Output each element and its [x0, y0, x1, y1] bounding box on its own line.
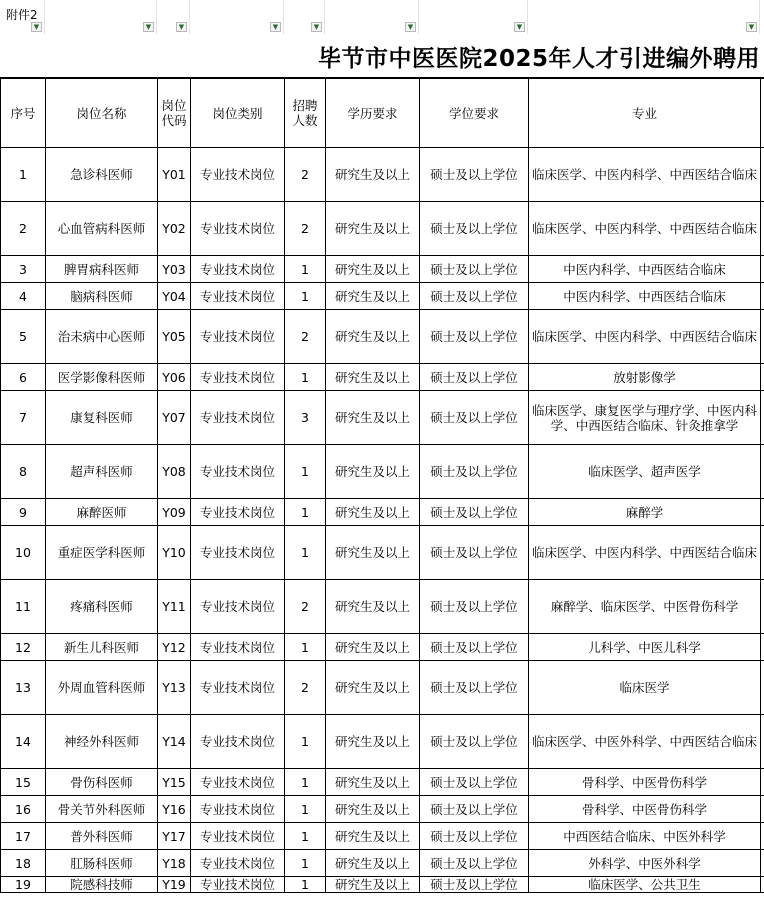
table-row	[1, 364, 764, 391]
cell-index[interactable]: 8	[1, 445, 46, 499]
table-row	[1, 445, 764, 499]
cell-extra[interactable]	[761, 877, 764, 893]
cell-name[interactable]: 麻醉医师	[46, 499, 158, 526]
header-name[interactable]: 岗位名称	[46, 79, 158, 148]
cell-degree[interactable]: 硕士及以上学位	[420, 148, 529, 202]
filter-dropdown-icon[interactable]: ▼	[514, 22, 525, 32]
cell-degree[interactable]: 硕士及以上学位	[420, 364, 529, 391]
cell-category[interactable]: 专业技术岗位	[191, 364, 285, 391]
table-row	[1, 661, 764, 715]
table-row	[1, 499, 764, 526]
cell-count[interactable]: 1	[285, 769, 326, 796]
cell-name[interactable]: 医学影像科医师	[46, 364, 158, 391]
table-row	[1, 850, 764, 877]
cell-degree[interactable]: 硕士及以上学位	[420, 850, 529, 877]
cell-index[interactable]: 3	[1, 256, 46, 283]
cell-major[interactable]: 临床医学、公共卫生	[529, 877, 761, 893]
cell-education[interactable]: 研究生及以上	[326, 202, 420, 256]
cell-extra[interactable]	[761, 445, 764, 499]
cell-count[interactable]: 1	[285, 823, 326, 850]
cell-count[interactable]: 3	[285, 391, 326, 445]
cell-education[interactable]: 研究生及以上	[326, 850, 420, 877]
table-row	[1, 310, 764, 364]
cell-degree[interactable]: 硕士及以上学位	[420, 580, 529, 634]
cell-name[interactable]: 外周血管科医师	[46, 661, 158, 715]
cell-count[interactable]: 1	[285, 634, 326, 661]
cell-extra[interactable]	[761, 256, 764, 283]
cell-index[interactable]: 14	[1, 715, 46, 769]
page-title: 毕节市中医医院2025年人才引进编外聘用	[317, 46, 760, 72]
cell-code[interactable]: Y02	[158, 202, 191, 256]
cell-extra[interactable]	[761, 526, 764, 580]
cell-education[interactable]: 研究生及以上	[326, 661, 420, 715]
cell-extra[interactable]	[761, 715, 764, 769]
cell-name[interactable]: 骨关节外科医师	[46, 796, 158, 823]
cell-index[interactable]: 13	[1, 661, 46, 715]
cell-education[interactable]: 研究生及以上	[326, 580, 420, 634]
table-row	[1, 391, 764, 445]
cell-extra[interactable]	[761, 580, 764, 634]
cell-category[interactable]: 专业技术岗位	[191, 256, 285, 283]
cell-extra[interactable]	[761, 202, 764, 256]
cell-name[interactable]: 普外科医师	[46, 823, 158, 850]
table-row	[1, 148, 764, 202]
cell-name[interactable]: 疼痛科医师	[46, 580, 158, 634]
filter-cell-name	[45, 0, 157, 34]
table-row	[1, 877, 764, 893]
cell-education[interactable]: 研究生及以上	[326, 256, 420, 283]
cell-code[interactable]: Y16	[158, 796, 191, 823]
cell-degree[interactable]: 硕士及以上学位	[420, 283, 529, 310]
filter-cell-code	[157, 0, 190, 34]
cell-count[interactable]: 2	[285, 580, 326, 634]
cell-major[interactable]: 外科学、中医外科学	[529, 850, 761, 877]
header-index[interactable]: 序号	[1, 79, 46, 148]
cell-category[interactable]: 专业技术岗位	[191, 796, 285, 823]
cell-code[interactable]: Y07	[158, 391, 191, 445]
cell-category[interactable]: 专业技术岗位	[191, 715, 285, 769]
filter-cell-education	[325, 0, 419, 34]
table-row	[1, 823, 764, 850]
cell-extra[interactable]	[761, 310, 764, 364]
filter-cell-count	[284, 0, 325, 34]
cell-major[interactable]: 麻醉学	[529, 499, 761, 526]
cell-degree[interactable]: 硕士及以上学位	[420, 661, 529, 715]
table-body	[1, 148, 764, 893]
cell-category[interactable]: 专业技术岗位	[191, 877, 285, 893]
cell-education[interactable]: 研究生及以上	[326, 364, 420, 391]
recruitment-table	[0, 78, 764, 893]
table-row	[1, 715, 764, 769]
cell-category[interactable]: 专业技术岗位	[191, 499, 285, 526]
cell-degree[interactable]: 硕士及以上学位	[420, 310, 529, 364]
cell-name[interactable]: 治未病中心医师	[46, 310, 158, 364]
title-row	[0, 34, 764, 78]
cell-name[interactable]: 心血管病科医师	[46, 202, 158, 256]
cell-index[interactable]: 5	[1, 310, 46, 364]
cell-category[interactable]: 专业技术岗位	[191, 526, 285, 580]
cell-extra[interactable]	[761, 364, 764, 391]
cell-index[interactable]: 15	[1, 769, 46, 796]
filter-dropdown-icon[interactable]: ▼	[143, 22, 154, 32]
cell-major[interactable]: 临床医学、中医内科学、中西医结合临床	[529, 526, 761, 580]
cell-extra[interactable]	[761, 634, 764, 661]
cell-code[interactable]: Y13	[158, 661, 191, 715]
cell-index[interactable]: 12	[1, 634, 46, 661]
cell-index[interactable]: 19	[1, 877, 46, 893]
cell-major[interactable]: 儿科学、中医儿科学	[529, 634, 761, 661]
cell-count[interactable]: 1	[285, 256, 326, 283]
filter-dropdown-icon[interactable]: ▼	[311, 22, 322, 32]
cell-degree[interactable]: 硕士及以上学位	[420, 796, 529, 823]
filter-dropdown-icon[interactable]: ▼	[746, 22, 757, 32]
cell-major[interactable]: 中医内科学、中西医结合临床	[529, 256, 761, 283]
table-row	[1, 526, 764, 580]
cell-major[interactable]: 临床医学	[529, 661, 761, 715]
cell-education[interactable]: 研究生及以上	[326, 310, 420, 364]
filter-dropdown-icon[interactable]: ▼	[405, 22, 416, 32]
cell-code[interactable]: Y11	[158, 580, 191, 634]
cell-code[interactable]: Y06	[158, 364, 191, 391]
cell-category[interactable]: 专业技术岗位	[191, 823, 285, 850]
cell-code[interactable]: Y19	[158, 877, 191, 893]
cell-extra[interactable]	[761, 823, 764, 850]
header-count[interactable]: 招聘人数	[285, 79, 326, 148]
cell-category[interactable]: 专业技术岗位	[191, 391, 285, 445]
cell-code[interactable]: Y15	[158, 769, 191, 796]
cell-education[interactable]: 研究生及以上	[326, 796, 420, 823]
cell-education[interactable]: 研究生及以上	[326, 148, 420, 202]
cell-count[interactable]: 1	[285, 499, 326, 526]
table-row	[1, 202, 764, 256]
cell-count[interactable]: 1	[285, 850, 326, 877]
cell-education[interactable]: 研究生及以上	[326, 445, 420, 499]
cell-degree[interactable]: 硕士及以上学位	[420, 769, 529, 796]
cell-extra[interactable]	[761, 391, 764, 445]
header-code[interactable]: 岗位代码	[158, 79, 191, 148]
cell-education[interactable]: 研究生及以上	[326, 283, 420, 310]
header-major[interactable]: 专业	[529, 79, 761, 148]
cell-extra[interactable]	[761, 661, 764, 715]
cell-education[interactable]: 研究生及以上	[326, 526, 420, 580]
filter-dropdown-icon[interactable]: ▼	[176, 22, 187, 32]
table-row	[1, 769, 764, 796]
cell-category[interactable]: 专业技术岗位	[191, 850, 285, 877]
header-category[interactable]: 岗位类别	[191, 79, 285, 148]
cell-code[interactable]: Y12	[158, 634, 191, 661]
cell-name[interactable]: 脾胃病科医师	[46, 256, 158, 283]
cell-count[interactable]: 2	[285, 661, 326, 715]
cell-category[interactable]: 专业技术岗位	[191, 202, 285, 256]
filter-cell-index	[0, 0, 45, 34]
cell-major[interactable]: 骨科学、中医骨伤科学	[529, 796, 761, 823]
table-row	[1, 283, 764, 310]
cell-degree[interactable]: 硕士及以上学位	[420, 877, 529, 893]
cell-extra[interactable]	[761, 850, 764, 877]
table-row	[1, 580, 764, 634]
cell-education[interactable]: 研究生及以上	[326, 769, 420, 796]
cell-index[interactable]: 18	[1, 850, 46, 877]
cell-extra[interactable]	[761, 769, 764, 796]
cell-major[interactable]: 麻醉学、临床医学、中医骨伤科学	[529, 580, 761, 634]
cell-count[interactable]: 1	[285, 283, 326, 310]
cell-major[interactable]: 中医内科学、中西医结合临床	[529, 283, 761, 310]
cell-code[interactable]: Y01	[158, 148, 191, 202]
filter-dropdown-icon[interactable]: ▼	[270, 22, 281, 32]
cell-category[interactable]: 专业技术岗位	[191, 580, 285, 634]
cell-category[interactable]: 专业技术岗位	[191, 769, 285, 796]
cell-index[interactable]: 7	[1, 391, 46, 445]
cell-name[interactable]: 肛肠科医师	[46, 850, 158, 877]
cell-major[interactable]: 临床医学、中医内科学、中西医结合临床	[529, 310, 761, 364]
cell-count[interactable]: 1	[285, 364, 326, 391]
filter-row	[0, 0, 764, 34]
cell-index[interactable]: 11	[1, 580, 46, 634]
cell-degree[interactable]: 硕士及以上学位	[420, 526, 529, 580]
cell-degree[interactable]: 硕士及以上学位	[420, 715, 529, 769]
cell-degree[interactable]: 硕士及以上学位	[420, 499, 529, 526]
cell-degree[interactable]: 硕士及以上学位	[420, 391, 529, 445]
cell-category[interactable]: 专业技术岗位	[191, 148, 285, 202]
table-row	[1, 634, 764, 661]
cell-degree[interactable]: 硕士及以上学位	[420, 202, 529, 256]
cell-count[interactable]: 1	[285, 526, 326, 580]
annex-label: 附件2	[6, 8, 38, 22]
cell-degree[interactable]: 硕士及以上学位	[420, 823, 529, 850]
cell-education[interactable]: 研究生及以上	[326, 499, 420, 526]
cell-name[interactable]: 康复科医师	[46, 391, 158, 445]
cell-code[interactable]: Y09	[158, 499, 191, 526]
cell-index[interactable]: 2	[1, 202, 46, 256]
cell-degree[interactable]: 硕士及以上学位	[420, 445, 529, 499]
cell-education[interactable]: 研究生及以上	[326, 715, 420, 769]
cell-major[interactable]: 临床医学、康复医学与理疗学、中医内科学、中西医结合临床、针灸推拿学	[529, 391, 761, 445]
cell-extra[interactable]	[761, 148, 764, 202]
cell-degree[interactable]: 硕士及以上学位	[420, 634, 529, 661]
cell-major[interactable]: 临床医学、中医内科学、中西医结合临床	[529, 202, 761, 256]
cell-education[interactable]: 研究生及以上	[326, 391, 420, 445]
header-extra[interactable]	[761, 79, 764, 148]
cell-name[interactable]: 院感科技师	[46, 877, 158, 893]
cell-category[interactable]: 专业技术岗位	[191, 445, 285, 499]
filter-cell-major	[528, 0, 760, 34]
filter-cell-category	[190, 0, 284, 34]
cell-code[interactable]: Y10	[158, 526, 191, 580]
cell-index[interactable]: 6	[1, 364, 46, 391]
cell-name[interactable]: 脑病科医师	[46, 283, 158, 310]
cell-count[interactable]: 2	[285, 310, 326, 364]
cell-name[interactable]: 新生儿科医师	[46, 634, 158, 661]
cell-index[interactable]: 16	[1, 796, 46, 823]
cell-code[interactable]: Y14	[158, 715, 191, 769]
cell-education[interactable]: 研究生及以上	[326, 634, 420, 661]
cell-major[interactable]: 骨科学、中医骨伤科学	[529, 769, 761, 796]
header-education[interactable]: 学历要求	[326, 79, 420, 148]
cell-major[interactable]: 临床医学、中医外科学、中西医结合临床	[529, 715, 761, 769]
cell-index[interactable]: 17	[1, 823, 46, 850]
cell-count[interactable]: 2	[285, 148, 326, 202]
cell-name[interactable]: 重症医学科医师	[46, 526, 158, 580]
filter-dropdown-icon[interactable]: ▼	[31, 22, 42, 32]
cell-index[interactable]: 1	[1, 148, 46, 202]
cell-major[interactable]: 中西医结合临床、中医外科学	[529, 823, 761, 850]
cell-code[interactable]: Y04	[158, 283, 191, 310]
table-row	[1, 796, 764, 823]
cell-major[interactable]: 临床医学、超声医学	[529, 445, 761, 499]
cell-category[interactable]: 专业技术岗位	[191, 310, 285, 364]
cell-index[interactable]: 10	[1, 526, 46, 580]
cell-code[interactable]: Y05	[158, 310, 191, 364]
cell-degree[interactable]: 硕士及以上学位	[420, 256, 529, 283]
cell-code[interactable]: Y17	[158, 823, 191, 850]
cell-extra[interactable]	[761, 796, 764, 823]
cell-count[interactable]: 1	[285, 445, 326, 499]
cell-major[interactable]: 临床医学、中医内科学、中西医结合临床	[529, 148, 761, 202]
cell-education[interactable]: 研究生及以上	[326, 823, 420, 850]
cell-index[interactable]: 9	[1, 499, 46, 526]
header-degree[interactable]: 学位要求	[420, 79, 529, 148]
cell-count[interactable]: 1	[285, 715, 326, 769]
cell-code[interactable]: Y08	[158, 445, 191, 499]
cell-count[interactable]: 1	[285, 877, 326, 893]
cell-education[interactable]: 研究生及以上	[326, 877, 420, 893]
cell-code[interactable]: Y03	[158, 256, 191, 283]
cell-count[interactable]: 1	[285, 796, 326, 823]
cell-code[interactable]: Y18	[158, 850, 191, 877]
cell-major[interactable]: 放射影像学	[529, 364, 761, 391]
cell-category[interactable]: 专业技术岗位	[191, 283, 285, 310]
cell-extra[interactable]	[761, 499, 764, 526]
cell-name[interactable]: 骨伤科医师	[46, 769, 158, 796]
cell-index[interactable]: 4	[1, 283, 46, 310]
cell-name[interactable]: 急诊科医师	[46, 148, 158, 202]
cell-name[interactable]: 超声科医师	[46, 445, 158, 499]
filter-cell-degree	[419, 0, 528, 34]
cell-extra[interactable]	[761, 283, 764, 310]
cell-name[interactable]: 神经外科医师	[46, 715, 158, 769]
table-row	[1, 256, 764, 283]
header-row	[1, 79, 764, 148]
cell-category[interactable]: 专业技术岗位	[191, 634, 285, 661]
cell-count[interactable]: 2	[285, 202, 326, 256]
cell-category[interactable]: 专业技术岗位	[191, 661, 285, 715]
